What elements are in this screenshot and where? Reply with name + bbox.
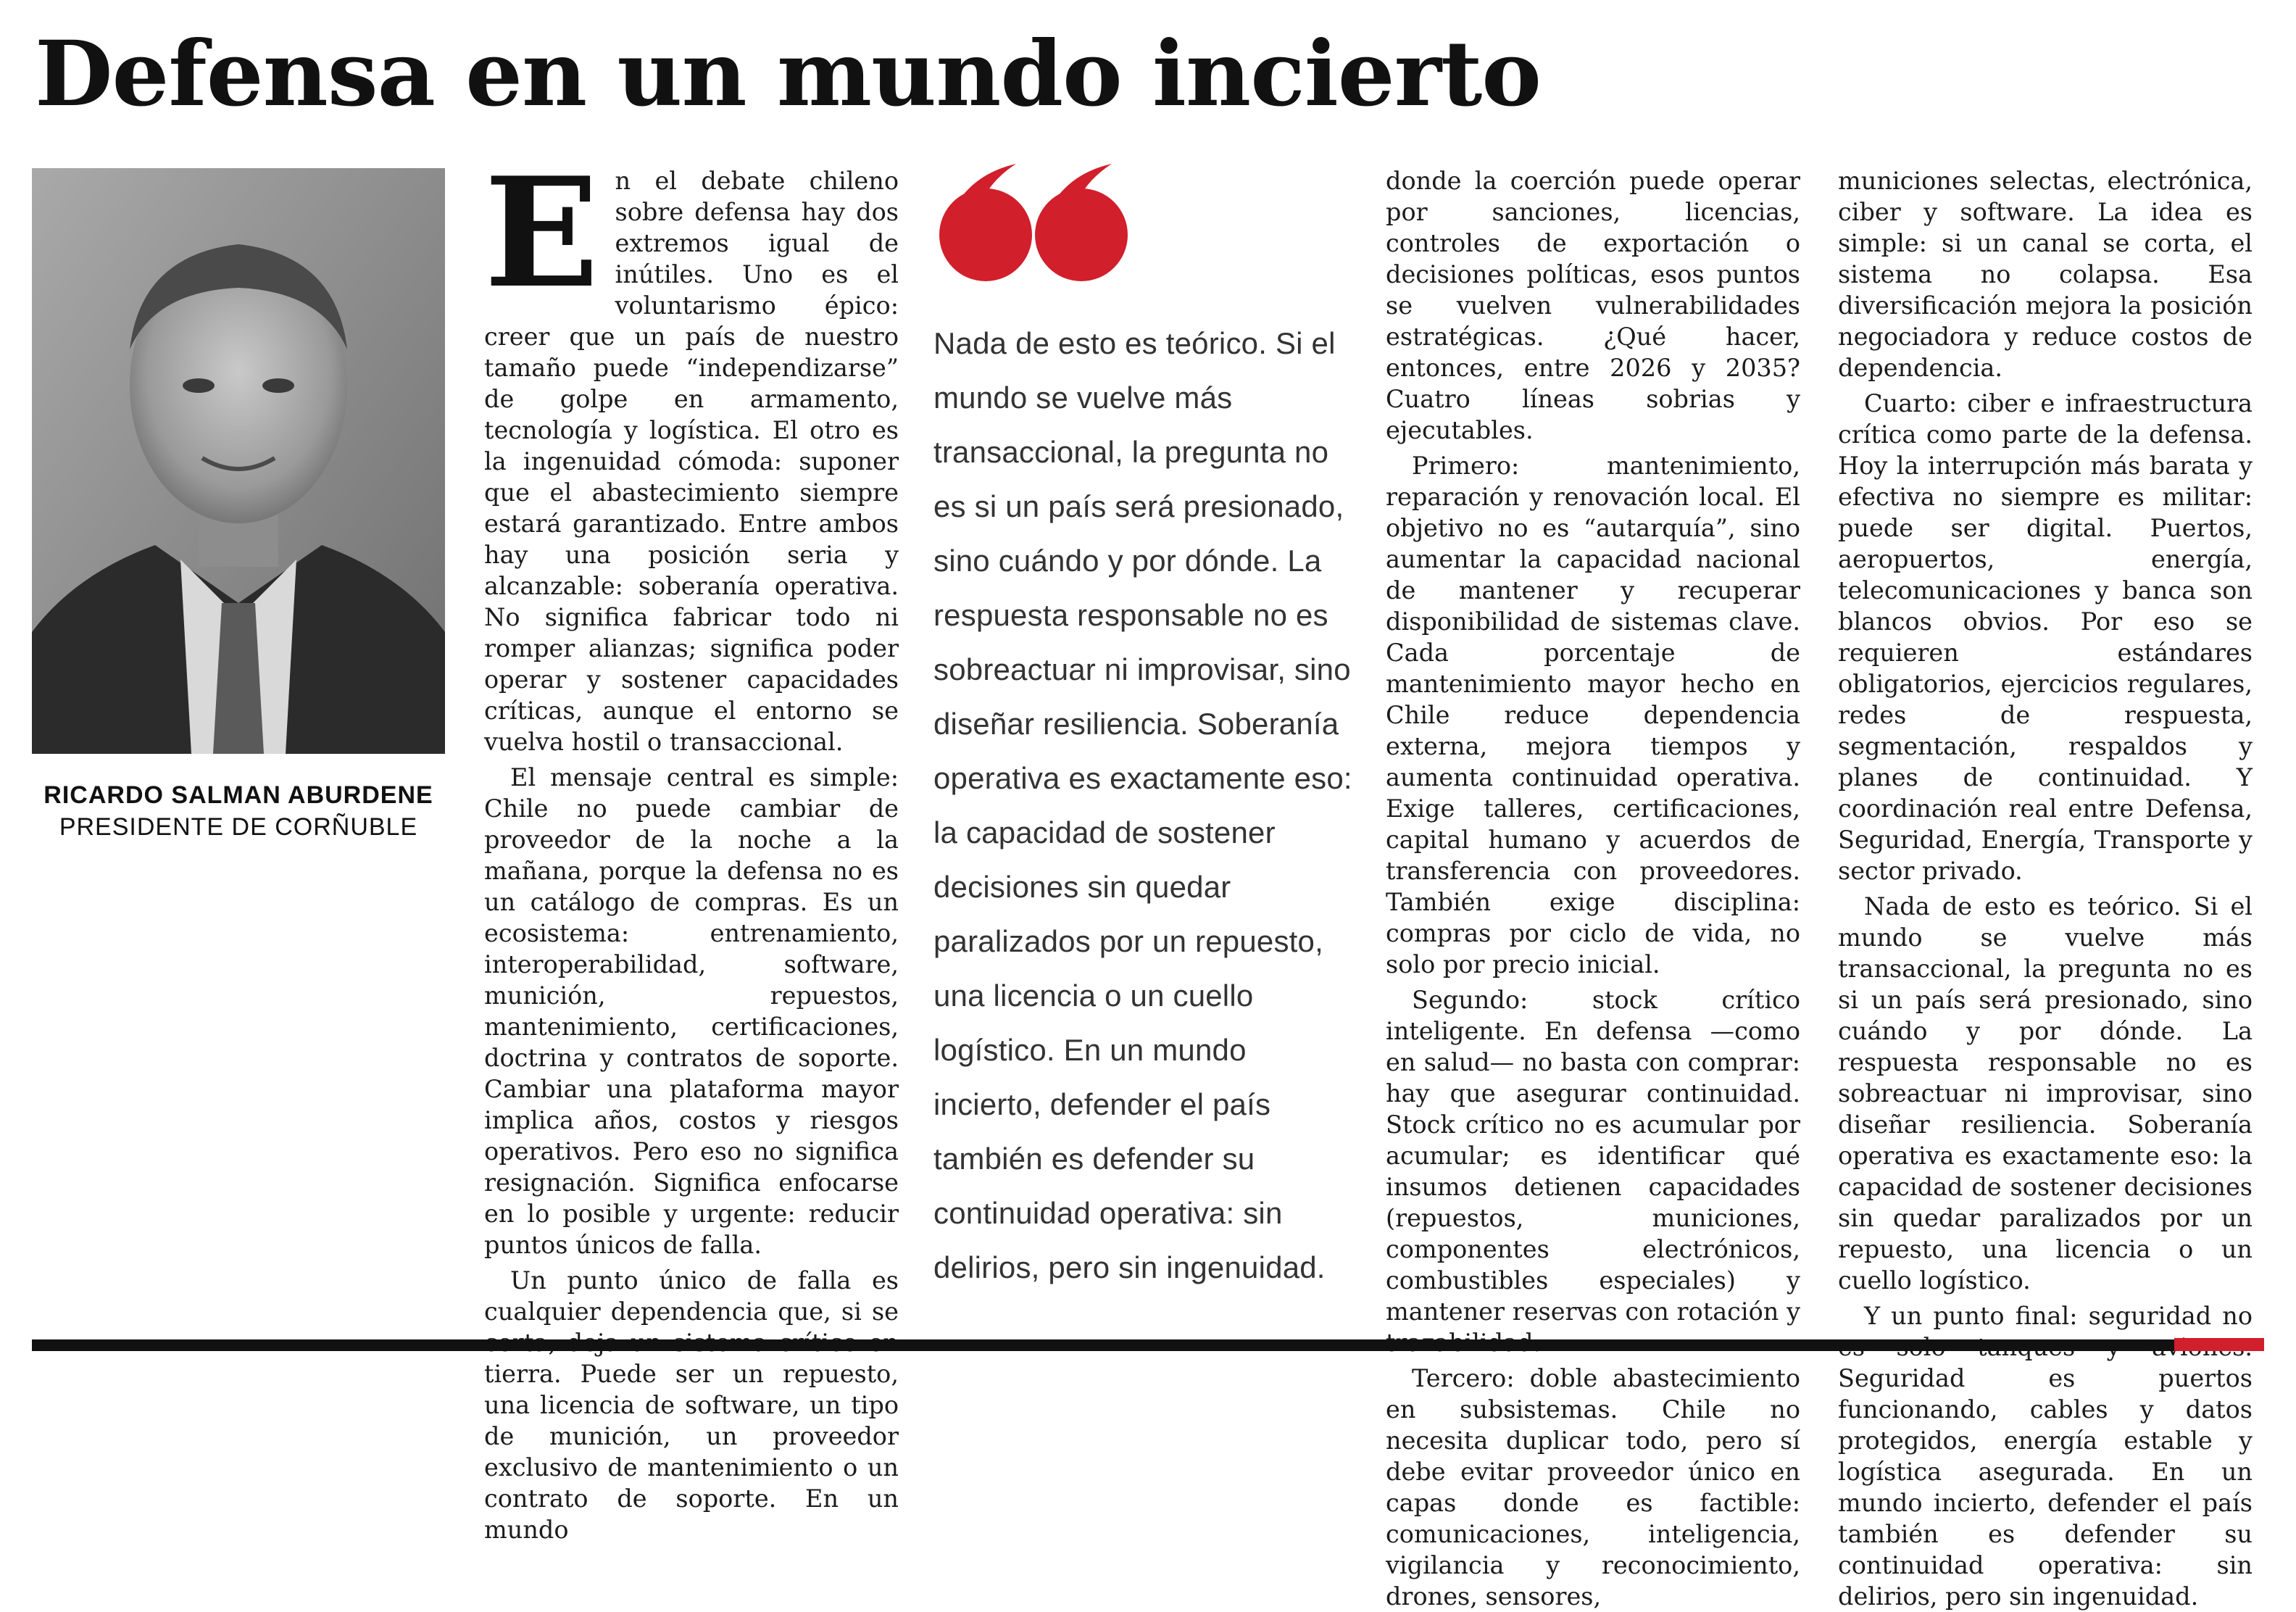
paragraph-text: n el debate chileno sobre defensa hay dos extremos igual de inútiles. Uno es el voluntarismo épico: creer que un país de nuestro tamaño puede “independizarse” de golpe en armamento, tecnología y logística. El otro es la ingenuidad cómoda: suponer que el abastecimiento siempre estará garantizado. Entre ambos hay una posición seria y alcanzable: soberanía operativa. No significa fabricar todo ni romper alianzas; significa poder operar y sostener capacidades críticas, aunque el entorno se vuelva hostil o transaccional. [484,167,899,756]
author-role: PRESIDENTE DE CORÑUBLE [59,813,418,841]
article-paragraph [484,145,899,757]
author-name: RICARDO SALMAN ABURDENE [43,781,433,809]
article-column-3 [1386,165,1800,1611]
author-byline [32,780,445,842]
bottom-accent-rule [2174,1338,2264,1351]
article-column-1 [484,145,899,1544]
article-paragraph: Segundo: stock crítico inteligente. En defensa —como en salud— no basta con comprar: hay que asegurar continuidad. Stock crítico no es acumular por acumular; es identificar qué insumos detienen capacidades (repuestos, municiones, componentes electrónicos, combustibles especiales) y mantener reservas con rotación y [1386,986,1800,1326]
pull-quote-text: Nada de esto es teórico. Si el mundo se vuelve más transaccional, la pregunta no es si un país será presionado, sino cuándo y por dónde. La respuesta responsable no es sobreactuar ni improvisar, sino diseñar resiliencia. Soberanía operativa es exactamente eso: la capacidad de sostener decisiones sin quedar paralizados por un repuesto, una licencia o un cuello logístico. En un mundo incierto, defender el país también es defender su continuidad operativa: sin delirios, pero sin ingenuidad. [933,326,1352,1284]
article-paragraph: municiones selectas, electrónica, ciber y software. La idea es simple: si un canal se corta, el sistema no colapsa. Esa diversificación mejora la posición negociadora y reduce costos de dependencia. [1838,167,2253,382]
author-photo [32,168,445,754]
opening-quote-icon [936,159,1139,283]
article-paragraph: El mensaje central es simple: Chile no puede cambiar de proveedor de la noche a la mañana, porque la defensa no es un catálogo de compras. Es un ecosistema: entrenamiento, interoperabilidad, software, munición, repuestos, mantenimiento, certificaciones, doctrina y contratos de soporte. Cambiar una plataforma mayor implica años, costos y riesgos operativos. Pero eso no significa resignación. Significa enfocarse en lo posible y urgente: reducir puntos únicos de falla. [484,763,899,1259]
article-paragraph: donde la coerción puede operar por sanciones, licencias, controles de exportación o decisiones políticas, esos puntos se vuelven vulnerabilidades estratégicas. ¿Qué hacer, entonces, entre 2026 y 2035? Cuatro líneas sobrias y ejecutables. [1386,167,1800,444]
pull-quote [933,159,1354,1319]
drop-cap: E [484,145,599,322]
article-column-4 [1838,165,2253,1611]
bottom-rule [32,1339,2264,1351]
article-paragraph: Nada de esto es teórico. Si el mundo se vuelve más transaccional, la pregunta no es si un país será presionado, sino cuándo y por dónde. La respuesta responsable no es sobreactuar ni improvisar, sino diseñar resiliencia. Soberanía operativa es exactamente eso: la capacidad de sostener decisiones sin quedar paralizados por un repuesto, una licencia o un cuello logístico. [1838,892,2253,1295]
article-paragraph: Primero: mantenimiento, reparación y renovación local. El objetivo no es “autarquía”, sino aumentar la capacidad nacional de mantener y recuperar disponibilidad de sistemas clave. Cada porcentaje de mantenimiento mayor hecho en Chile reduce dependencia externa, mejora tiempos y aumenta continuidad operativa. Exige talleres, certificaciones, capital humano y acuerdos de transferencia con proveedores. También exige disciplina: compras por ciclo de vida, no solo por precio inicial. [1386,452,1800,979]
article-paragraph: Y un punto final: seguridad no Seguridad es puertos funcionando, cables y datos protegidos, energía estable y logística asegurada. En un mundo incierto, defender el país también es defender su continuidad operativa: sin delirios, pero sin ingenuidad. [1838,1302,2253,1611]
article-paragraph: Tercero: doble abastecimiento en subsistemas. Chile no necesita duplicar todo, pero sí debe evitar proveedor único en capas donde es factible: comunicaciones, inteligencia, vigilancia y reconocimiento, drones, sensores, [1386,1364,1800,1611]
author-portrait-image [32,168,445,754]
article-headline: Defensa en un mundo incierto [35,22,1542,127]
article-paragraph: Un punto único de falla es cualquier dependencia que, si se tierra. Puede ser un repuesto, una licencia de software, un tipo de munición, un proveedor exclusivo de mantenimiento o un contrato de soporte. En un mundo [484,1266,899,1544]
article-paragraph: Cuarto: ciber e infraestructura crítica como parte de la defensa. Hoy la interrupción más barata y efectiva no siempre es militar: puede ser digital. Puertos, aeropuertos, energía, telecomunicaciones y banca son blancos obvios. Por eso se requieren estándares obligatorios, ejercicios regulares, redes de respuesta, segmentación, respaldos y planes de continuidad. Y coordinación real entre Defensa, Seguridad, Energía, Transporte y sector privado. [1838,389,2253,885]
